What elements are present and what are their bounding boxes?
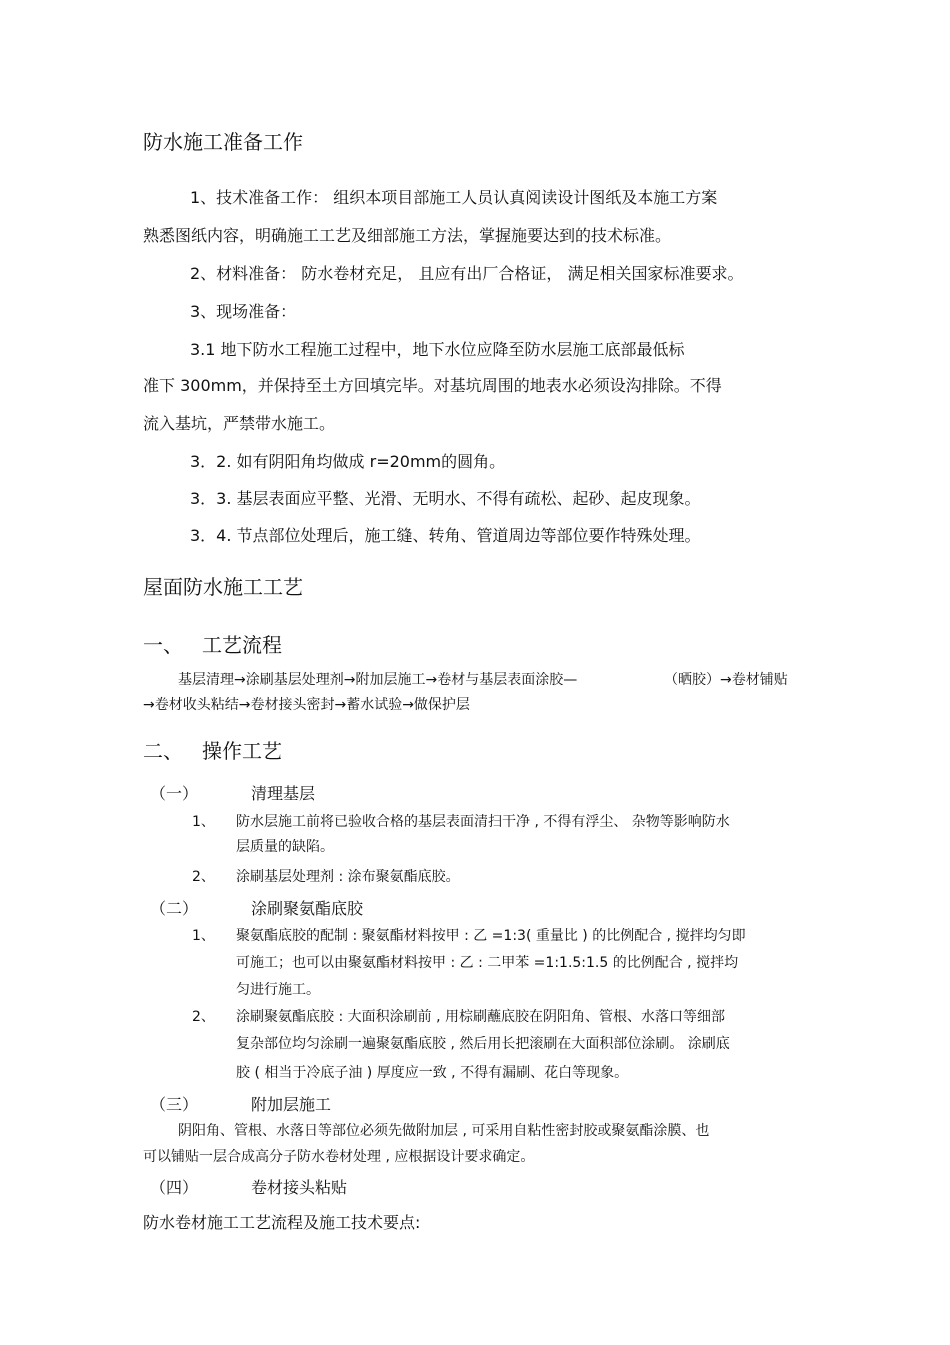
sub3-number: （三） bbox=[150, 1095, 199, 1114]
sub4-title: 卷材接头粘贴 bbox=[251, 1178, 348, 1197]
sub3-title: 附加层施工 bbox=[251, 1095, 332, 1114]
prep-item-3-1-line-a: 3.1 地下防水工程施工过程中，地下水位应降至防水层施工底部最低标 bbox=[190, 340, 685, 359]
sub2-item2-line-c: 胶 ( 相当于冷底子油 ) 厚度应一致 , 不得有漏刷、花白等现象。 bbox=[236, 1065, 629, 1081]
sub2-item1-number: 1、 bbox=[192, 928, 215, 944]
prep-item-3-4: 3．4. 节点部位处理后，施工缝、转角、管道周边等部位要作特殊处理。 bbox=[190, 526, 701, 545]
prep-item-3-1-line-c: 流入基坑，严禁带水施工。 bbox=[143, 414, 336, 433]
prep-item-2: 2、材料准备： 防水卷材充足， 且应有出厂合格证， 满足相关国家标准要求。 bbox=[190, 264, 744, 283]
process-flow-line-a: 基层清理→涂刷基层处理剂→附加层施工→卷材与基层表面涂胶— bbox=[178, 672, 578, 688]
sub1-number: （一） bbox=[150, 784, 199, 803]
sub2-number: （二） bbox=[150, 899, 199, 918]
sub1-title: 清理基层 bbox=[251, 784, 316, 803]
sub4-number: （四） bbox=[150, 1178, 199, 1197]
sub1-item1-line-a: 防水层施工前将已验收合格的基层表面清扫干净 , 不得有浮尘、 杂物等影响防水 bbox=[236, 814, 730, 830]
part1-heading-number: 一、 bbox=[143, 633, 183, 657]
sub2-title: 涂刷聚氨酯底胶 bbox=[251, 899, 364, 918]
sub1-item1-line-b: 层质量的缺陷。 bbox=[236, 839, 334, 855]
prep-item-3-1-line-b: 准下 300mm，并保持至土方回填完毕。对基坑周围的地表水必须设沟排除。不得 bbox=[143, 376, 722, 395]
sub2-item2-line-b: 复杂部位均匀涂刷一遍聚氨酯底胶 , 然后用长把滚刷在大面积部位涂刷。 涂刷底 bbox=[236, 1036, 730, 1052]
part2-heading-number: 二、 bbox=[143, 739, 183, 763]
sub2-item1-line-c: 匀进行施工。 bbox=[236, 982, 320, 998]
closing-line: 防水卷材施工工艺流程及施工技术要点: bbox=[143, 1213, 421, 1232]
sub1-item2-line-a: 涂刷基层处理剂 : 涂布聚氨酯底胶。 bbox=[236, 869, 460, 885]
prep-item-1-line-a: 1、技术准备工作： 组织本项目部施工人员认真阅读设计图纸及本施工方案 bbox=[190, 188, 718, 207]
part1-heading: 工艺流程 bbox=[202, 633, 282, 657]
process-flow-line-a-tail: （晒胶）→卷材铺贴 bbox=[664, 672, 788, 688]
prep-item-3: 3、现场准备： bbox=[190, 302, 297, 321]
sub2-item1-line-b: 可施工；也可以由聚氨酯材料按甲 : 乙 : 二甲苯 =1:1.5:1.5 的比例配合 , 搅拌均 bbox=[236, 955, 739, 971]
section-title-roof-waterproof: 屋面防水施工工艺 bbox=[143, 575, 303, 599]
section-title-waterproof-prep: 防水施工准备工作 bbox=[143, 130, 303, 154]
process-flow-line-b: →卷材收头粘结→卷材接头密封→蓄水试验→做保护层 bbox=[143, 697, 470, 713]
sub2-item2-number: 2、 bbox=[192, 1009, 215, 1025]
part2-heading: 操作工艺 bbox=[202, 739, 282, 763]
sub1-item1-number: 1、 bbox=[192, 814, 215, 830]
sub3-paragraph-line-a: 阴阳角、管根、水落日等部位必须先做附加层 , 可采用自粘性密封胶或聚氨酯涂膜、也 bbox=[178, 1123, 710, 1139]
sub2-item1-line-a: 聚氨酯底胶的配制 : 聚氨酯材料按甲 : 乙 =1:3( 重量比 ) 的比例配合 , 搅拌均匀即 bbox=[236, 928, 746, 944]
sub2-item2-line-a: 涂刷聚氨酯底胶 : 大面积涂刷前 , 用棕刷蘸底胶在阴阳角、管根、水落口等细部 bbox=[236, 1009, 725, 1025]
prep-item-3-2: 3．2. 如有阴阳角均做成 r=20mm的圆角。 bbox=[190, 452, 506, 471]
sub3-paragraph-line-b: 可以铺贴一层合成高分子防水卷材处理 , 应根据设计要求确定。 bbox=[143, 1149, 535, 1165]
prep-item-3-3: 3．3. 基层表面应平整、光滑、无明水、不得有疏松、起砂、起皮现象。 bbox=[190, 489, 701, 508]
sub1-item2-number: 2、 bbox=[192, 869, 215, 885]
prep-item-1-line-b: 熟悉图纸内容，明确施工工艺及细部施工方法，掌握施要达到的技术标准。 bbox=[143, 226, 672, 245]
